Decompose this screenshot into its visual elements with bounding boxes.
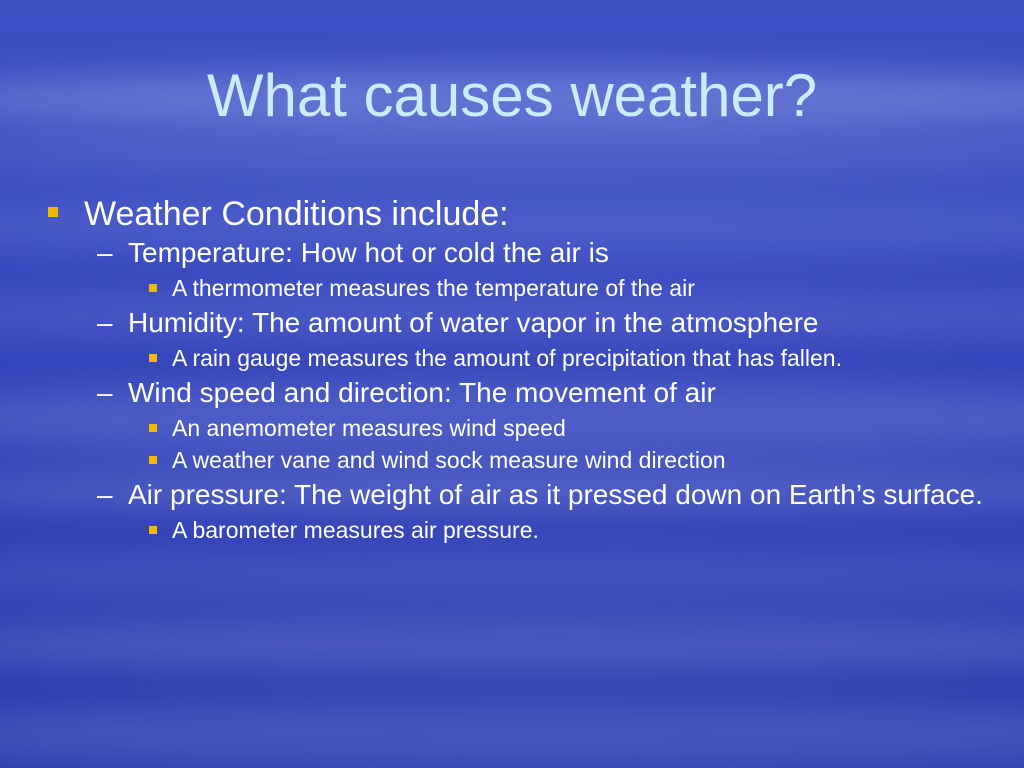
slide-title: What causes weather? — [206, 62, 818, 129]
detail-item-barometer — [44, 516, 994, 544]
bullet-main-text: Weather Conditions include: — [84, 195, 509, 233]
bullet-main — [44, 194, 994, 234]
detail-item-text: A rain gauge measures the amount of precipitation that has fallen. — [172, 345, 842, 371]
dash-marker: – — [97, 377, 113, 408]
detail-item-text: An anemometer measures wind speed — [172, 415, 566, 441]
dash-marker: – — [97, 237, 113, 268]
detail-item-text: A thermometer measures the temperature of the air — [172, 275, 695, 301]
cloud-streak — [0, 620, 1024, 670]
dash-marker: – — [97, 307, 113, 338]
sub-item-wind — [44, 376, 994, 410]
dash-marker: – — [97, 479, 113, 510]
square-bullet-icon — [149, 424, 157, 432]
detail-item-text: A weather vane and wind sock measure wind direction — [172, 447, 726, 473]
sub-item-humidity — [44, 306, 994, 340]
detail-item-rain-gauge — [44, 344, 994, 372]
cloud-streak — [0, 700, 1024, 768]
detail-item-thermometer — [44, 274, 994, 302]
square-bullet-icon — [149, 526, 157, 534]
sub-item-text: Temperature: How hot or cold the air is — [128, 237, 609, 268]
detail-item-text: A barometer measures air pressure. — [172, 517, 539, 543]
sub-item-text: Air pressure: The weight of air as it pressed down on Earth’s surface. — [128, 479, 983, 510]
slide-body — [44, 194, 994, 548]
cloud-streak — [0, 545, 1024, 605]
square-bullet-icon — [149, 284, 157, 292]
sub-item-text: Humidity: The amount of water vapor in the atmosphere — [128, 307, 819, 338]
sub-item-temperature — [44, 236, 994, 270]
detail-item-anemometer — [44, 414, 994, 442]
cloud-streak — [0, 135, 1024, 175]
square-bullet-icon — [149, 456, 157, 464]
detail-item-weather-vane — [44, 446, 994, 474]
sub-item-air-pressure — [44, 478, 994, 512]
sub-item-text: Wind speed and direction: The movement of air — [128, 377, 716, 408]
square-bullet-icon — [48, 207, 58, 217]
square-bullet-icon — [149, 354, 157, 362]
